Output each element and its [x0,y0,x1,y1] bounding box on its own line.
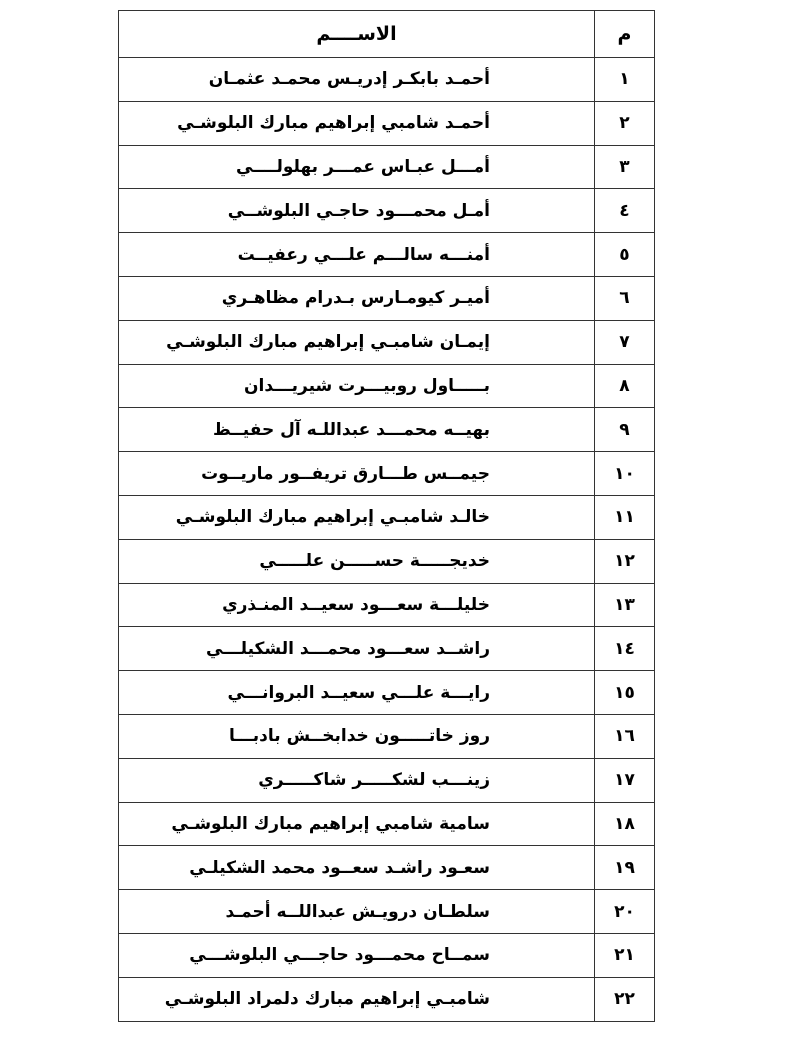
row-number-cell: ٦ [595,276,655,320]
name-cell: سعـود راشـد سعــود محمد الشكيلـي [119,846,595,890]
table-row [119,233,655,277]
name-cell: أميـر كيومـارس بـدرام مظاهـري [119,276,595,320]
table-row [119,977,655,1021]
table-row [119,890,655,934]
table-row [119,714,655,758]
name-cell: سامية شامبي إبراهيم مبارك البلوشـي [119,802,595,846]
row-number-cell: ١٢ [595,539,655,583]
name-cell: زينـــب لشكـــــر شاكـــــري [119,758,595,802]
table-row [119,101,655,145]
table-header-row [119,11,655,58]
table-row [119,364,655,408]
table-row [119,671,655,715]
table-row [119,758,655,802]
name-cell: بهيــه محمـــد عبداللـه آل حفيــظ [119,408,595,452]
names-table [118,10,655,1022]
table-row [119,495,655,539]
row-number-cell: ٣ [595,145,655,189]
row-number-cell: ٤ [595,189,655,233]
name-cell: سلطـان درويـش عبداللــه أحمـد [119,890,595,934]
name-cell: إيمـان شامبـي إبراهيم مبارك البلوشـي [119,320,595,364]
row-number-cell: ١٤ [595,627,655,671]
row-number-cell: ١٥ [595,671,655,715]
row-number-cell: ١ [595,58,655,102]
table-row [119,452,655,496]
name-cell: راشــد سعـــود محمـــد الشكيلـــي [119,627,595,671]
name-cell: روز خاتـــــون خدابخــش بادبـــا [119,714,595,758]
table-row [119,539,655,583]
table-row [119,320,655,364]
table-row [119,145,655,189]
table-row [119,627,655,671]
name-cell: خديجـــــة حســـــن علـــــي [119,539,595,583]
table-row [119,58,655,102]
row-number-cell: ٢ [595,101,655,145]
name-cell: شامبـي إبراهيم مبارك دلمراد البلوشـي [119,977,595,1021]
column-header-name: الاســــم [119,11,595,58]
name-cell: سمــاح محمـــود حاجـــي البلوشـــي [119,933,595,977]
table-row [119,583,655,627]
table-row [119,933,655,977]
name-cell: خليلـــة سعـــود سعيــد المنـذري [119,583,595,627]
name-cell: أحمـد بابكـر إدريـس محمـد عثمـان [119,58,595,102]
name-cell: خالـد شامبـي إبراهيم مبارك البلوشـي [119,495,595,539]
row-number-cell: ٨ [595,364,655,408]
row-number-cell: ٢٢ [595,977,655,1021]
row-number-cell: ٥ [595,233,655,277]
name-cell: بـــــاول روبيـــرت شيريـــدان [119,364,595,408]
table-row [119,802,655,846]
table-row [119,846,655,890]
row-number-cell: ١٨ [595,802,655,846]
row-number-cell: ١٠ [595,452,655,496]
row-number-cell: ١٣ [595,583,655,627]
column-header-number: م [595,11,655,58]
table-row [119,189,655,233]
row-number-cell: ١١ [595,495,655,539]
row-number-cell: ١٩ [595,846,655,890]
row-number-cell: ٩ [595,408,655,452]
row-number-cell: ١٧ [595,758,655,802]
name-cell: جيمــس طـــارق تريفــور ماريــوت [119,452,595,496]
row-number-cell: ٧ [595,320,655,364]
name-cell: رايـــة علـــي سعيــد البروانـــي [119,671,595,715]
table-row [119,408,655,452]
name-cell: أمـل محمـــود حاجـي البلوشــي [119,189,595,233]
row-number-cell: ٢٠ [595,890,655,934]
name-cell: أمـــل عبـاس عمـــر بهلولــــي [119,145,595,189]
name-cell: أمنـــه سالـــم علـــي رعفيــت [119,233,595,277]
name-cell: أحمـد شامبي إبراهيم مبارك البلوشـي [119,101,595,145]
table-body [119,58,655,1022]
row-number-cell: ٢١ [595,933,655,977]
row-number-cell: ١٦ [595,714,655,758]
table-row [119,276,655,320]
